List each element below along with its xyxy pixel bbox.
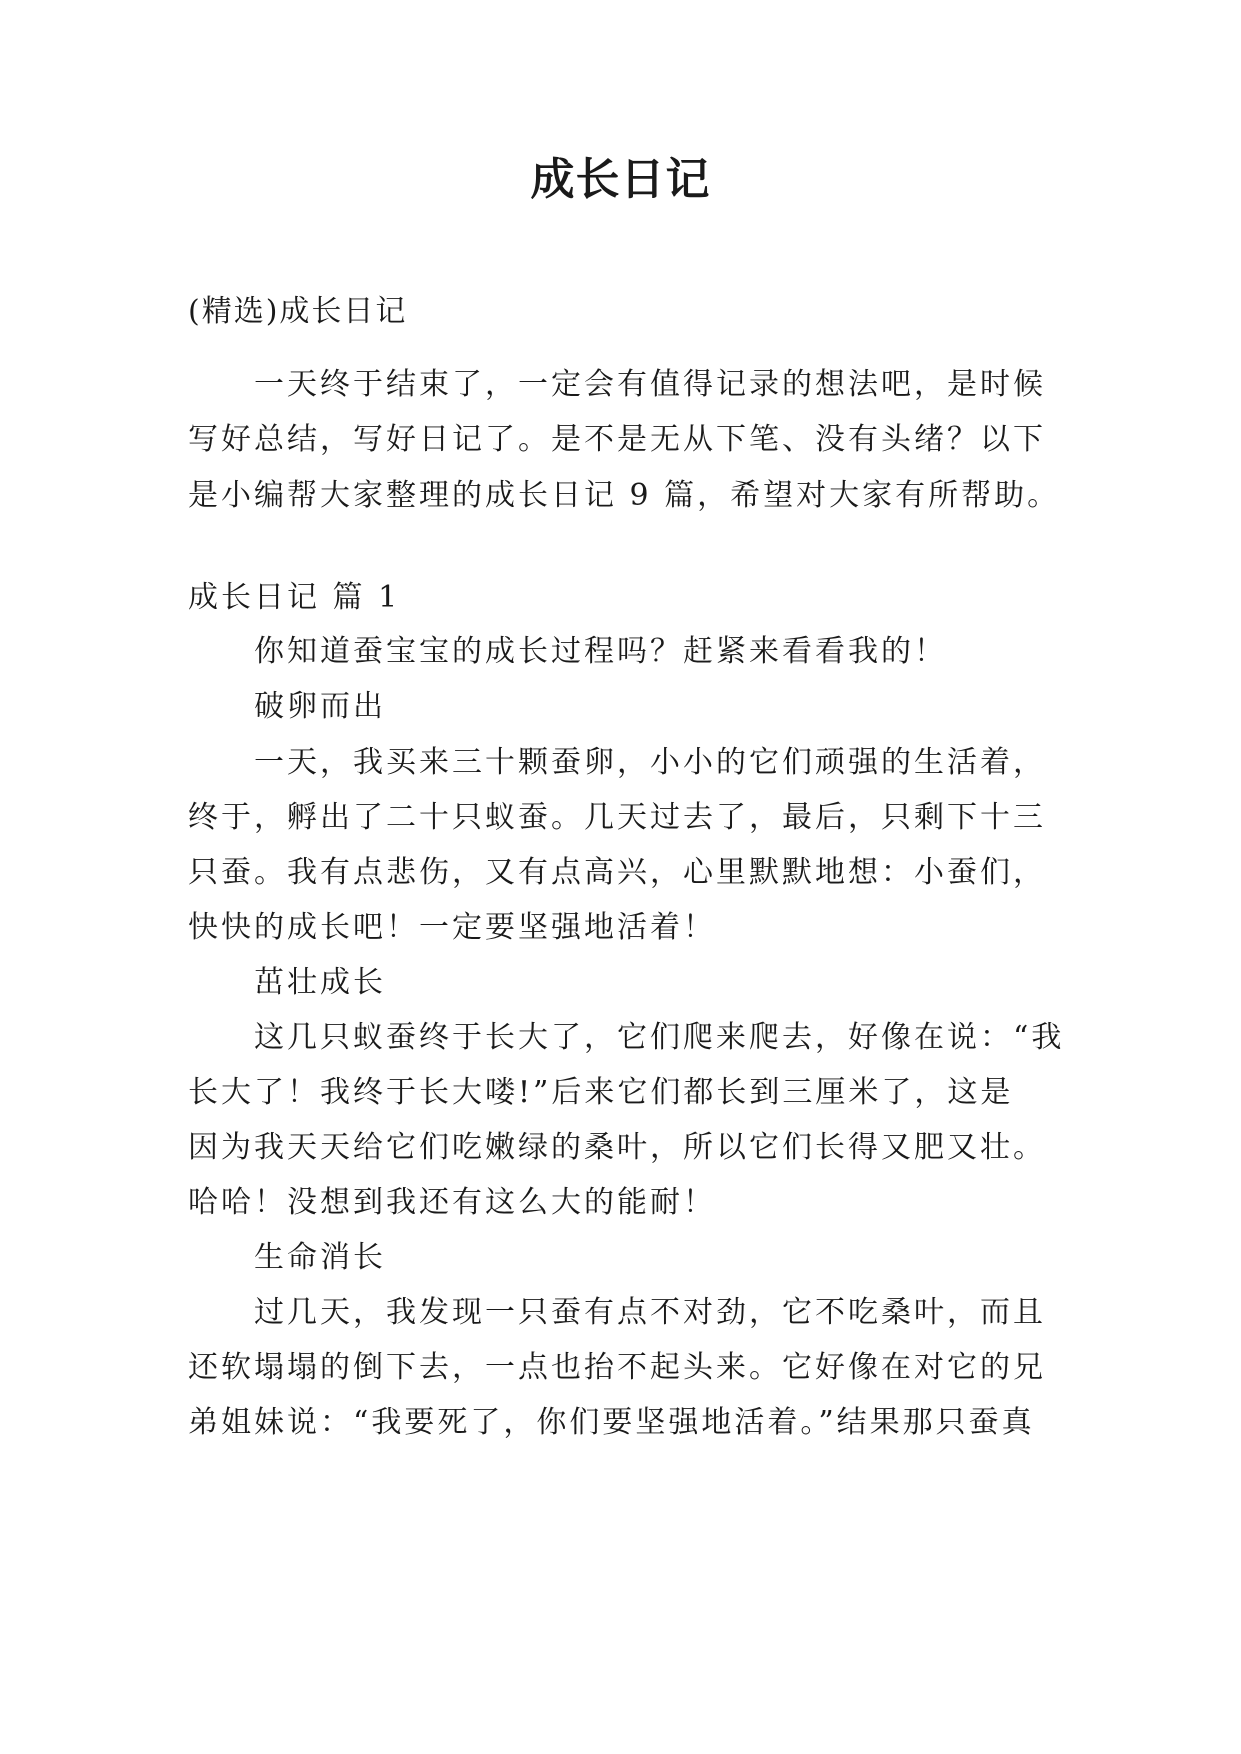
body-line: 长大了！我终于长大喽!”后来它们都长到三厘米了，这是: [188, 1075, 1014, 1110]
body-line: 你知道蚕宝宝的成长过程吗？赶紧来看看我的！: [254, 634, 947, 669]
intro-line: 写好总结，写好日记了。是不是无从下笔、没有头绪？以下: [188, 422, 1046, 457]
body-line: 弟姐妹说：“我要死了，你们要坚强地活着。”结果那只蚕真: [188, 1405, 1035, 1440]
subheading-break-out: 破卵而出: [254, 689, 386, 724]
intro-line: 一天终于结束了，一定会有值得记录的想法吧，是时候: [254, 367, 1046, 402]
body-line: 只蚕。我有点悲伤，又有点高兴，心里默默地想：小蚕们，: [188, 855, 1046, 890]
intro-line: 是小编帮大家整理的成长日记 9 篇，希望对大家有所帮助。: [188, 478, 1061, 513]
body-line: 因为我天天给它们吃嫩绿的桑叶，所以它们长得又肥又壮。: [188, 1130, 1046, 1165]
body-line: 这几只蚁蚕终于长大了，它们爬来爬去，好像在说：“我: [254, 1020, 1065, 1055]
body-line: 终于，孵出了二十只蚁蚕。几天过去了，最后，只剩下十三: [188, 800, 1046, 835]
section-heading: 成长日记 篇 1: [188, 580, 401, 615]
subheading-grow: 茁壮成长: [254, 965, 386, 1000]
document-subtitle: (精选)成长日记: [188, 294, 408, 329]
body-line: 快快的成长吧！一定要坚强地活着！: [188, 910, 716, 945]
document-title: 成长日记: [530, 154, 711, 205]
body-line: 一天，我买来三十颗蚕卵，小小的它们顽强的生活着，: [254, 745, 1046, 780]
body-line: 哈哈！没想到我还有这么大的能耐！: [188, 1185, 716, 1220]
body-line: 还软塌塌的倒下去，一点也抬不起头来。它好像在对它的兄: [188, 1350, 1046, 1385]
subheading-life: 生命消长: [254, 1240, 386, 1275]
body-line: 过几天，我发现一只蚕有点不对劲，它不吃桑叶，而且: [254, 1295, 1046, 1330]
